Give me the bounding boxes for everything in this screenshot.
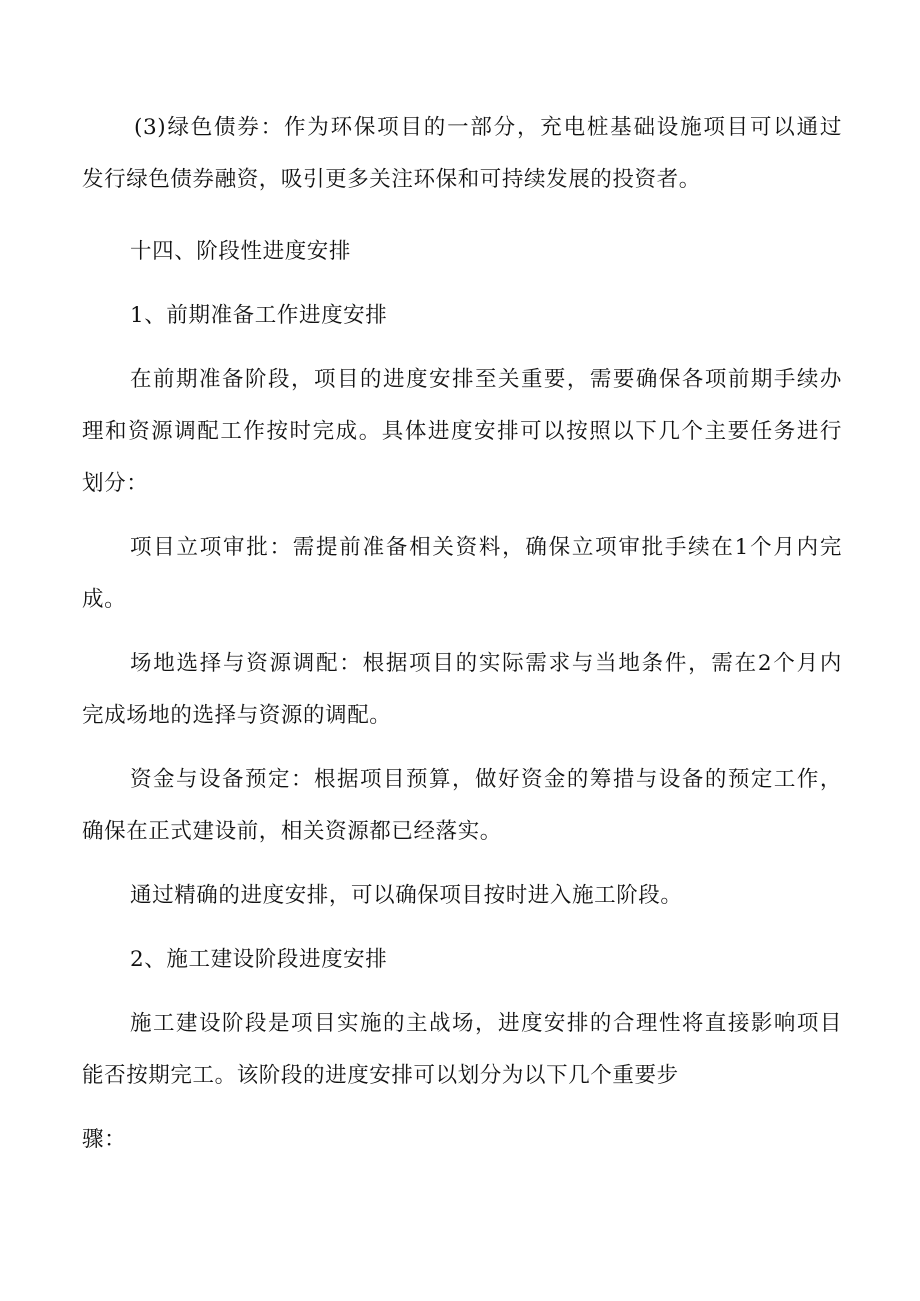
paragraph-construction-line-3: 骤： (82, 1127, 127, 1152)
paragraph-funding-line-2: 确保在正式建设前，相关资源都已经落实。 (82, 819, 502, 844)
paragraph-preparation-line-3: 划分： (82, 471, 149, 496)
paragraph-green-bonds-line-2: 发行绿色债券融资，吸引更多关注环保和可持续发展的投资者。 (82, 167, 701, 192)
paragraph-construction-line-2: 能否按期完工。该阶段的进度安排可以划分为以下几个重要步 (82, 1063, 679, 1088)
paragraph-site-line-1: 场地选择与资源调配：根据项目的实际需求与当地条件，需在2个月内 (130, 651, 842, 676)
paragraph-green-bonds-line-1: (3)绿色债券：作为环保项目的一部分，充电桩基础设施项目可以通过 (134, 115, 842, 140)
paragraph-approval-line-1: 项目立项审批：需提前准备相关资料，确保立项审批手续在1个月内完 (130, 535, 842, 560)
paragraph-preparation-line-1: 在前期准备阶段，项目的进度安排至关重要，需要确保各项前期手续办 (130, 367, 842, 392)
paragraph-construction-line-1: 施工建设阶段是项目实施的主战场，进度安排的合理性将直接影响项目 (130, 1011, 842, 1036)
section-heading-14: 十四、阶段性进度安排 (130, 239, 352, 264)
paragraph-summary: 通过精确的进度安排，可以确保项目按时进入施工阶段。 (130, 883, 683, 908)
paragraph-funding-line-1: 资金与设备预定：根据项目预算，做好资金的筹措与设备的预定工作， (130, 767, 842, 792)
subheading-construction: 2、施工建设阶段进度安排 (130, 947, 388, 972)
paragraph-site-line-2: 完成场地的选择与资源的调配。 (82, 703, 392, 728)
paragraph-preparation-line-2: 理和资源调配工作按时完成。具体进度安排可以按照以下几个主要任务进行 (82, 419, 842, 444)
paragraph-approval-line-2: 成。 (82, 587, 127, 612)
subheading-preparation: 1、前期准备工作进度安排 (130, 303, 388, 328)
